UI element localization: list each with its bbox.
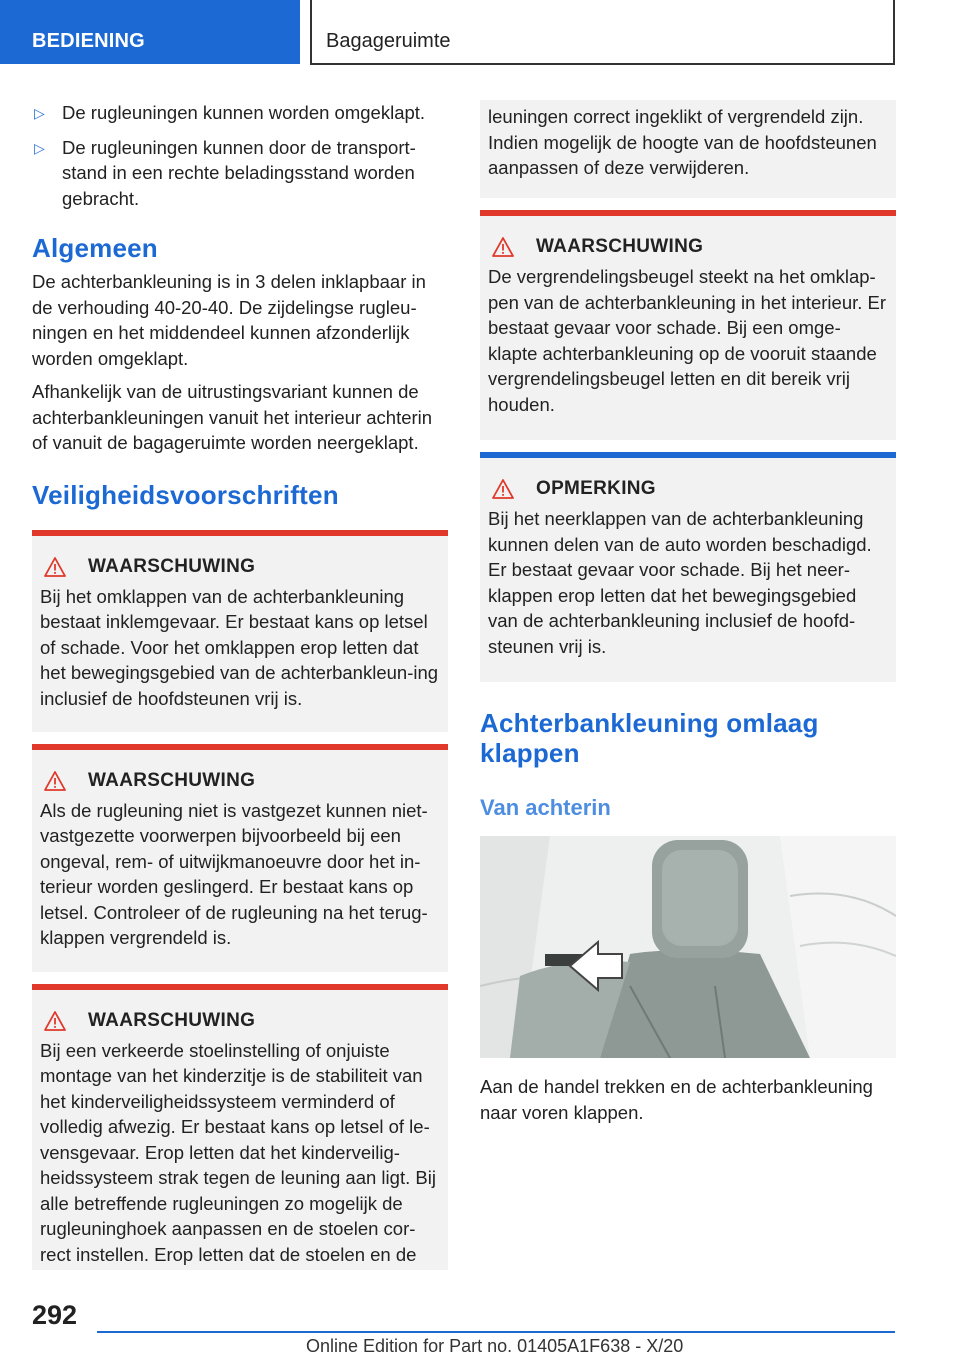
figure-caption: Aan de handel trekken en de achterbankleuning naar voren klappen.	[480, 1076, 873, 1123]
subheading-van-achterin: Van achterin	[480, 795, 611, 820]
warning-text: leuningen correct ingeklikt of vergrendeld zijn. Indien mogelijk de hoogte van de hoofdsteunen aanpassen of deze verwijderen.	[488, 106, 877, 178]
warning-box	[32, 984, 448, 1270]
seat-image	[480, 836, 896, 1058]
note-label: OPMERKING	[536, 478, 656, 499]
heading-achterbankleuning: Achterbankleuning omlaag klappen	[480, 708, 819, 768]
edition-text: Online Edition for Part no. 01405A1F638 - X/20	[306, 1336, 684, 1356]
page-number: 292	[32, 1300, 78, 1330]
warning-triangle-icon	[44, 557, 66, 577]
left-column	[32, 100, 448, 1270]
section-tab	[0, 0, 300, 64]
warning-label: WAARSCHUWING	[88, 1009, 256, 1031]
list-item: ▷ De rugleuningen kunnen door de transport-stand in een rechte beladingsstand worden gebracht.	[34, 136, 416, 209]
note-box	[480, 452, 896, 682]
warning-text: De vergrendelingsbeugel steekt na het omklap-pen van de achterbankleuning in het interieur. Er bestaat gevaar voor schade. Bij een omge-klapte achterbankleuning op de vooruit staande vergrendelingsbeugel letten en dit bereik vrij houden.	[488, 266, 887, 415]
warning-triangle-icon	[492, 237, 514, 257]
warning-triangle-icon	[44, 1011, 66, 1031]
list-item: ▷ De rugleuningen kunnen worden omgeklapt.	[32, 100, 448, 126]
warning-text: Bij een verkeerde stoelinstelling of onjuiste montage van het kinderzitje is de stabiliteit van het kinderveiligheidssysteem verminderd of volledig afwezig. Er bestaat kans op letsel of le-vensgevaar. Erop letten dat het kinderveilig-heidssysteem strak tegen de leuning aan ligt. Bij alle betreffende rugleuningen zo mogelijk de rugleuninghoek aanpassen en de stoelen cor-rect instellen. Erop letten dat de stoelen en de	[40, 1039, 436, 1265]
heading-veiligheidsvoorschriften: Veiligheidsvoorschriften	[32, 479, 339, 510]
warning-label: WAARSCHUWING	[88, 769, 256, 791]
warning-box	[32, 530, 448, 732]
triangle-bullet-icon: ▷	[34, 139, 45, 156]
right-column	[480, 100, 896, 1125]
seat-illustration	[480, 836, 896, 1058]
triangle-bullet-icon: ▷	[34, 105, 45, 121]
warning-triangle-icon	[492, 479, 514, 499]
section-tab-label: BEDIENING	[32, 30, 145, 52]
header-underline	[310, 63, 895, 65]
warning-label: WAARSCHUWING	[536, 236, 704, 257]
warning-triangle-icon	[44, 771, 66, 791]
footer-rule	[97, 1331, 895, 1333]
warning-box	[32, 744, 448, 972]
bullet-list	[32, 100, 448, 211]
note-text: Bij het neerklappen van de achterbankleuning kunnen delen van de auto worden beschadigd. Er bestaat gevaar voor schade. Bij het neer-klappen erop letten dat het bewegingsgebied van de achterbankleuning inclusief de hoofd-steunen vrij is.	[488, 508, 872, 657]
heading-algemeen: Algemeen	[32, 233, 158, 263]
page-title: Bagageruimte	[326, 30, 451, 52]
warning-continuation-box	[480, 100, 896, 198]
header-divider-right	[893, 0, 895, 64]
warning-label: WAARSCHUWING	[88, 555, 256, 577]
paragraph: De achterbankleuning is in 3 delen inklapbaar in de verhouding 40-20-40. De zijdelingse rugleu-ningen en het middendeel kunnen afzonderlijk worden omgeklapt.	[32, 271, 426, 369]
warning-text: Als de rugleuning niet is vastgezet kunnen niet-vastgezette voorwerpen bijvoorbeeld bij een ongeval, rem- of uitwijkmanoeuvre door het in-terieur worden geslingerd. Er bestaat kans op letsel. Controleer of de rugleuning na het terug-klappen vergrendeld is.	[40, 799, 428, 948]
paragraph: Afhankelijk van de uitrustingsvariant kunnen de achterbankleuningen vanuit het interieur achterin of vanuit de bagageruimte worden neergeklapt.	[32, 381, 433, 453]
header-divider-left	[310, 0, 312, 64]
warning-text: Bij het omklappen van de achterbankleuning bestaat inklemgevaar. Er bestaat kans op letsel of schade. Voor het omklappen erop letten dat het bewegingsgebied van de achterbankleun-ing inclusief de hoofdsteunen vrij is.	[40, 585, 439, 709]
warning-box	[480, 210, 896, 440]
